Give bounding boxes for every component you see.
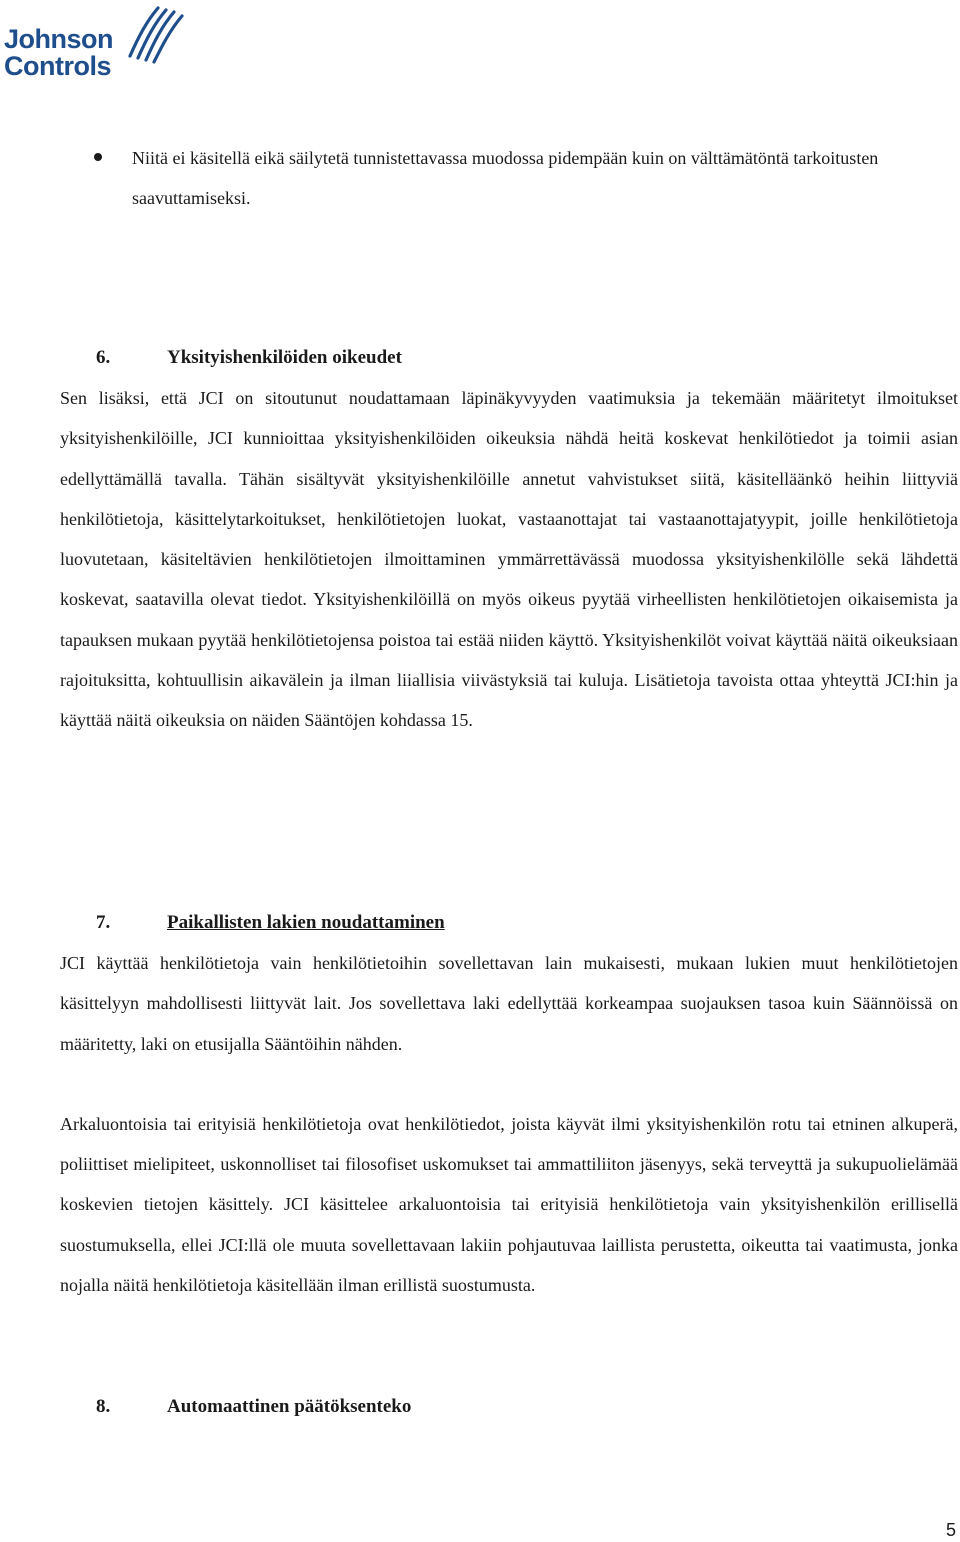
johnson-controls-logo [4, 2, 184, 86]
section-8 [60, 1387, 958, 1427]
logo-line-1: Johnson [4, 24, 113, 54]
logo-wordmark [4, 26, 113, 80]
section-heading [60, 1387, 958, 1427]
section-title: Automaattinen päätöksenteko [167, 1396, 412, 1417]
section-number: 6. [96, 347, 111, 368]
section-title: Paikallisten lakien noudattaminen [167, 912, 445, 933]
section-6 [60, 338, 958, 741]
bullet-list [0, 138, 960, 218]
paragraph: Sen lisäksi, että JCI on sitoutunut noudattamaan läpinäkyvyyden vaatimuksia ja tekemään määritetyt ilmoitukset yksityishenkilöille, JCI kunnioittaa yksityishenkilöiden oikeuksia nähdä heitä koskevat henkilötiedot ja toimii asian edellyttämällä tavalla. Tähän sisältyvät yksityishenkilöille annetut vahvistukset siitä, käsitelläänkö heihin liittyviä henkilötietoja, käsittelytarkoitukset, henkilötietojen luokat, vastaanottajat tai vastaanottajatyypit, joille henkilötietoja luovutetaan, käsiteltävien henkilötietojen ilmoittaminen ymmärrettävässä muodossa yksityishenkilölle sekä lähdettä koskevat, saatavilla olevat tiedot. Yksityishenkilöillä on myös oikeus pyytää virheellisten henkilötietojen oikaisemista ja tapauksen mukaan pyytää henkilötietojensa poistoa tai estää niiden käyttö. Yksityishenkilöt voivat käyttää näitä oikeuksiaan rajoituksitta, kohtuullisin aikavälein ja ilman liiallisia viivästyksiä tai kuluja. Lisätietoja tavoista ottaa yhteyttä JCI:hin ja käyttää näitä oikeuksia on näiden Sääntöjen kohdassa 15. [60, 388, 958, 731]
section-heading [60, 903, 958, 943]
paragraph: JCI käyttää henkilötietoja vain henkilötietoihin sovellettavan lain mukaisesti, mukaan lukien muut henkilötietojen käsittelyyn mahdollisesti liittyvät lait. Jos sovellettava laki edellyttää korkeampaa suojauksen tasoa kuin Säännöissä on määritetty, laki on etusijalla Sääntöihin nähden. [60, 953, 958, 1054]
paragraph: Arkaluontoisia tai erityisiä henkilötietoja ovat henkilötiedot, joista käyvät ilmi yksityishenkilön rotu tai etninen alkuperä, poliittiset mielipiteet, uskonnolliset tai filosofiset uskomukset tai ammattiliiton jäsenyys, sekä terveyttä ja sukupuolielämää koskevien tietojen käsittely. JCI käsittelee arkaluontoisia tai erityisiä henkilötietoja vain yksityishenkilön erillisellä suostumuksella, ellei JCI:llä ole muuta sovellettavaan lakiin pohjautuvaa laillista perustetta, oikeutta tai vaatimusta, jonka nojalla näitä henkilötietoja käsitellään ilman erillistä suostumusta. [60, 1113, 958, 1296]
page-number: 5 [945, 1520, 956, 1540]
bullet-text: Niitä ei käsitellä eikä säilytetä tunnistettavassa muodossa pidempään kuin on välttämätöntä tarkoitusten saavuttamiseksi. [132, 148, 879, 208]
bullet-item [0, 138, 960, 218]
section-number: 7. [96, 912, 111, 933]
bullet-dot-icon [94, 153, 102, 161]
section-heading [60, 338, 958, 378]
section-title: Yksityishenkilöiden oikeudet [167, 347, 402, 368]
logo-swoosh-icon [124, 2, 186, 66]
section-7 [60, 903, 958, 1305]
logo-line-2: Controls [4, 51, 111, 81]
section-number: 8. [96, 1396, 111, 1417]
